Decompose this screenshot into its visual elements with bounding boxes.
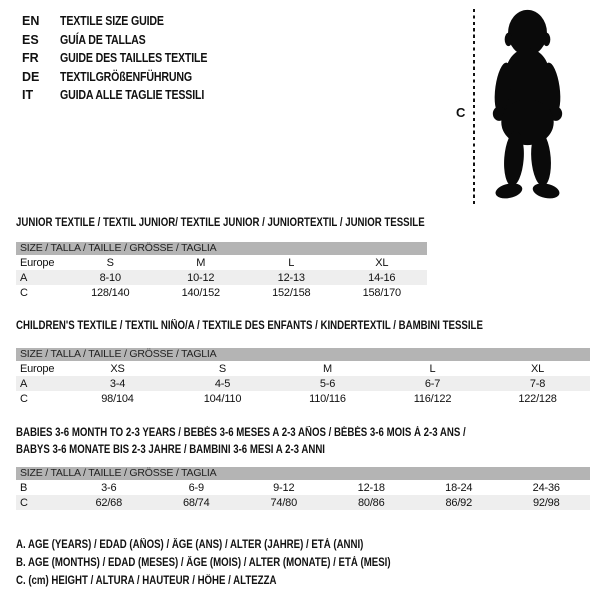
row-label: C <box>20 496 28 509</box>
language-row <box>22 86 233 105</box>
language-title-list <box>22 12 233 105</box>
cell-value: 104/110 <box>203 392 242 405</box>
cell-value: 80/86 <box>357 496 385 509</box>
cell-value: 86/92 <box>445 496 473 509</box>
cell-value: 24-36 <box>532 481 560 494</box>
cell-value: M <box>323 362 332 375</box>
cell-value: S <box>106 256 114 269</box>
size-header-bar: SIZE / TALLA / TAILLE / GRÖSSE / TAGLIA <box>16 242 427 255</box>
cell-value: 62/68 <box>95 496 123 509</box>
table-row <box>16 376 590 391</box>
cell-value: 7-8 <box>529 377 546 390</box>
cell-value: 158/170 <box>362 286 401 299</box>
cell-value: 116/122 <box>413 392 452 405</box>
table-title <box>16 215 425 232</box>
table-row <box>16 285 427 300</box>
language-title: GUIDE DES TAILLES TEXTILE <box>60 51 208 66</box>
row-label: C <box>20 392 28 405</box>
row-label: B <box>20 481 28 494</box>
cell-value: 12-18 <box>357 481 385 494</box>
cell-value: XL <box>375 256 389 269</box>
cell-value: 74/80 <box>270 496 298 509</box>
table-row <box>16 480 590 495</box>
language-row <box>22 31 233 50</box>
cell-value: 140/152 <box>181 286 220 299</box>
height-measure-label: C <box>456 105 466 120</box>
cell-value: XL <box>530 362 545 375</box>
cell-value: L <box>429 362 436 375</box>
cell-value: 4-5 <box>214 377 231 390</box>
language-row <box>22 12 233 31</box>
table-title-line: BABIES 3-6 MONTH TO 2-3 YEARS / BEBÉS 3-6 MESES A 2-3 AÑOS / BÉBÉS 3-6 MOIS À 2-3 ANS / <box>16 427 466 439</box>
cell-value: 3-4 <box>109 377 126 390</box>
cell-value: 92/98 <box>532 496 560 509</box>
cell-value: 98/104 <box>101 392 134 405</box>
footnote-line: B. AGE (MONTHS) / EDAD (MESES) / ÂGE (MOIS) / ALTER (MONATE) / ETÀ (MESI) <box>16 557 391 569</box>
cell-value: L <box>288 256 295 269</box>
language-title: GUÍA DE TALLAS <box>60 32 146 47</box>
cell-value: 18-24 <box>445 481 473 494</box>
baby-silhouette-icon <box>481 8 574 208</box>
size-header-bar: SIZE / TALLA / TAILLE / GRÖSSE / TAGLIA <box>16 348 590 361</box>
row-label: C <box>20 286 28 299</box>
cell-value: 14-16 <box>368 271 396 284</box>
table-row <box>16 361 590 376</box>
language-title: TEXTILE SIZE GUIDE <box>60 14 164 29</box>
cell-value: 152/158 <box>272 286 311 299</box>
cell-value: 5-6 <box>319 377 336 390</box>
table-row <box>16 255 427 270</box>
cell-value: 6-7 <box>424 377 441 390</box>
row-label: A <box>20 377 28 390</box>
cell-value: S <box>218 362 227 375</box>
table-title-line: JUNIOR TEXTILE / TEXTIL JUNIOR/ TEXTILE JUNIOR / JUNIORTEXTIL / JUNIOR TESSILE <box>16 217 425 229</box>
language-code: DE <box>22 69 40 84</box>
row-label: Europe <box>20 256 55 269</box>
childrens-textile-table <box>16 318 590 406</box>
table-row <box>16 270 427 285</box>
row-label: Europe <box>20 362 55 375</box>
row-label: A <box>20 271 28 284</box>
table-title-line: CHILDREN'S TEXTILE / TEXTIL NIÑO/A / TEXTILE DES ENFANTS / KINDERTEXTIL / BAMBINI TESSILE <box>16 320 483 332</box>
language-code: EN <box>22 14 40 29</box>
language-title: GUIDA ALLE TAGLIE TESSILI <box>60 88 205 103</box>
table-row <box>16 495 590 510</box>
footnotes <box>16 536 462 590</box>
junior-textile-table <box>16 215 427 300</box>
language-title: TEXTILGRÖßENFÜHRUNG <box>60 69 192 84</box>
language-code: ES <box>22 32 39 47</box>
cell-value: 128/140 <box>91 286 130 299</box>
language-code: IT <box>22 88 34 103</box>
cell-value: 12-13 <box>277 271 305 284</box>
height-measure-dashed-line <box>473 9 475 206</box>
cell-value: 110/116 <box>309 392 346 405</box>
footnote-line: C. (cm) HEIGHT / ALTURA / HAUTEUR / HÖHE / ALTEZZA <box>16 575 277 587</box>
table-row <box>16 391 590 406</box>
cell-value: M <box>196 256 206 269</box>
language-code: FR <box>22 51 39 66</box>
table-title <box>16 425 498 459</box>
table-title-line: BABYS 3-6 MONATE BIS 2-3 JAHRE / BAMBINI 3-6 MESI A 2-3 ANNI <box>16 444 325 456</box>
language-row <box>22 68 233 87</box>
cell-value: 3-6 <box>101 481 117 494</box>
cell-value: 9-12 <box>273 481 295 494</box>
cell-value: XS <box>110 362 125 375</box>
babies-textile-table <box>16 425 590 510</box>
cell-value: 10-12 <box>187 271 215 284</box>
language-row <box>22 49 233 68</box>
table-title <box>16 318 498 335</box>
cell-value: 68/74 <box>182 496 210 509</box>
cell-value: 6-9 <box>188 481 204 494</box>
cell-value: 122/128 <box>518 392 557 405</box>
cell-value: 8-10 <box>99 271 121 284</box>
footnote-line: A. AGE (YEARS) / EDAD (AÑOS) / ÂGE (ANS) / ALTER (JAHRE) / ETÀ (ANNI) <box>16 539 364 551</box>
size-header-bar: SIZE / TALLA / TAILLE / GRÖSSE / TAGLIA <box>16 467 590 480</box>
